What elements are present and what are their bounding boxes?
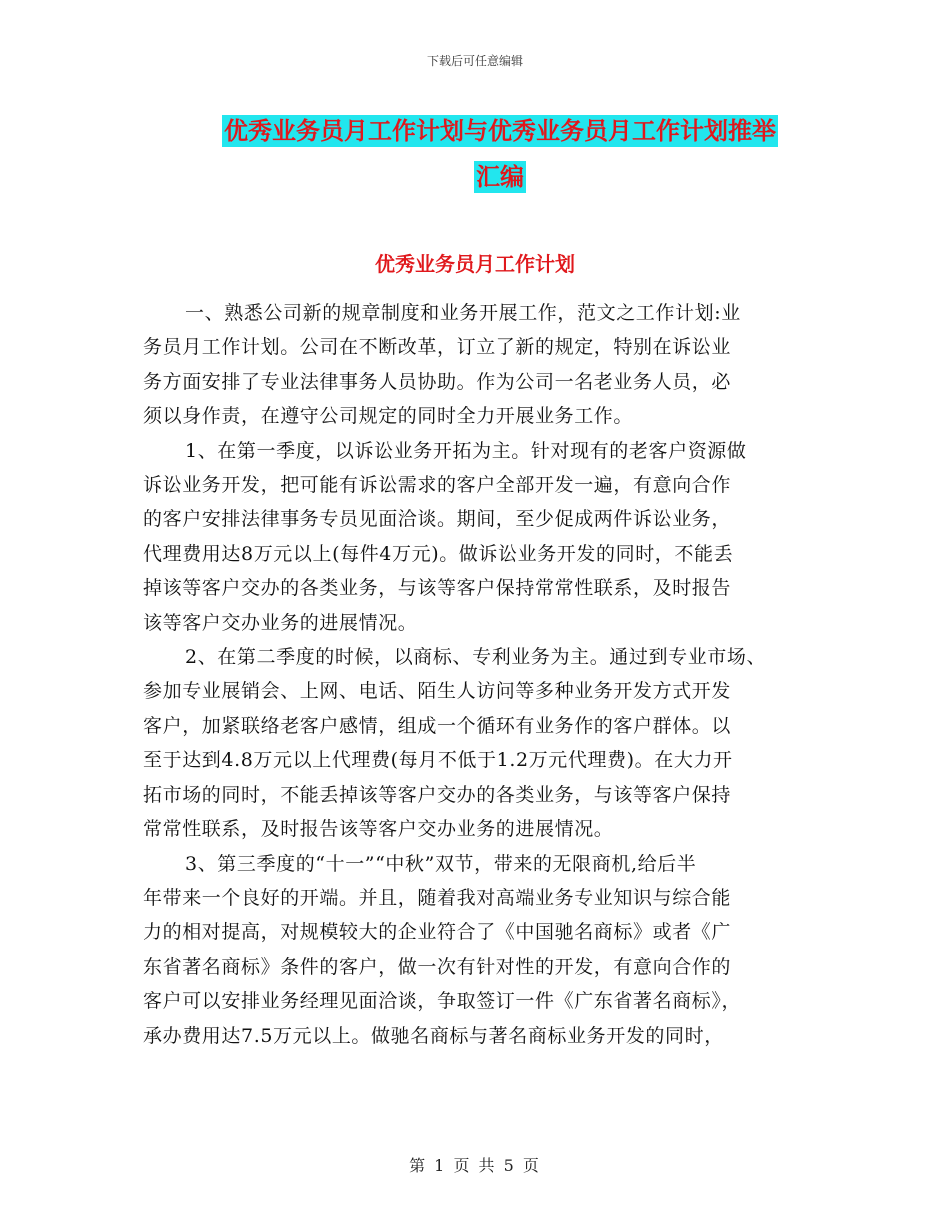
text-line: 参加专业展销会、上网、电话、陌生人访问等多种业务开发方式开发 <box>143 680 732 703</box>
text-line: 的客户安排法律事务专员见面洽谈。期间，至少促成两件诉讼业务， <box>143 508 732 531</box>
paragraph-2 <box>143 434 823 640</box>
document-title-line-1: 优秀业务员月工作计划与优秀业务员月工作计划推举 <box>224 117 776 145</box>
document-title-line-2: 汇编 <box>476 163 524 191</box>
header-note: 下载后可任意编辑 <box>426 54 523 68</box>
text-line: 务员月工作计划。公司在不断改革，订立了新的规定，特别在诉讼业 <box>143 336 732 359</box>
text-line: 掉该等客户交办的各类业务，与该等客户保持常常性联系，及时报告 <box>143 577 732 600</box>
text-line: 拓市场的同时，不能丢掉该等客户交办的各类业务，与该等客户保持 <box>143 783 732 806</box>
text-line: 1、在第一季度，以诉讼业务开拓为主。针对现有的老客户资源做 <box>185 439 747 462</box>
text-line: 常常性联系，及时报告该等客户交办业务的进展情况。 <box>143 818 614 841</box>
text-line: 须以身作责，在遵守公司规定的同时全力开展业务工作。 <box>143 405 634 428</box>
paragraph-1 <box>143 296 823 434</box>
text-line: 承办费用达7.5万元以上。做驰名商标与著名商标业务开发的同时， <box>143 1024 724 1047</box>
text-line: 代理费用达8万元以上(每件4万元)。做诉讼业务开发的同时，不能丢 <box>143 542 734 565</box>
page-footer: 第 1 页 共 5 页 <box>409 1156 541 1175</box>
document-title <box>190 108 810 200</box>
text-line: 一、熟悉公司新的规章制度和业务开展工作，范文之工作计划:业 <box>185 302 741 324</box>
text-line: 2、在第二季度的时候，以商标、专利业务为主。通过到专业市场、 <box>185 646 767 669</box>
text-line: 客户可以安排业务经理见面洽谈，争取签订一件《广东省著名商标》， <box>143 990 742 1013</box>
text-line: 力的相对提高，对规模较大的企业符合了《中国驰名商标》或者《广 <box>143 921 732 944</box>
document-body <box>143 296 823 1053</box>
text-line: 诉讼业务开发，把可能有诉讼需求的客户全部开发一遍，有意向合作 <box>143 474 732 497</box>
text-line: 务方面安排了专业法律事务人员协助。作为公司一名老业务人员，必 <box>143 370 732 393</box>
text-line: 年带来一个良好的开端。并且，随着我对高端业务专业知识与综合能 <box>143 886 732 909</box>
text-line: 至于达到4.8万元以上代理费(每月不低于1.2万元代理费)。在大力开 <box>143 749 733 772</box>
text-line: 东省著名商标》条件的客户，做一次有针对性的开发，有意向合作的 <box>143 955 732 978</box>
text-line: 客户，加紧联络老客户感情，组成一个循环有业务作的客户群体。以 <box>143 714 732 737</box>
section-title: 优秀业务员月工作计划 <box>375 252 575 276</box>
paragraph-4 <box>143 847 823 1053</box>
paragraph-3 <box>143 640 823 846</box>
text-line: 3、第三季度的“十一”“中秋”双节，带来的无限商机,给后半 <box>185 852 697 875</box>
text-line: 该等客户交办业务的进展情况。 <box>143 611 418 634</box>
